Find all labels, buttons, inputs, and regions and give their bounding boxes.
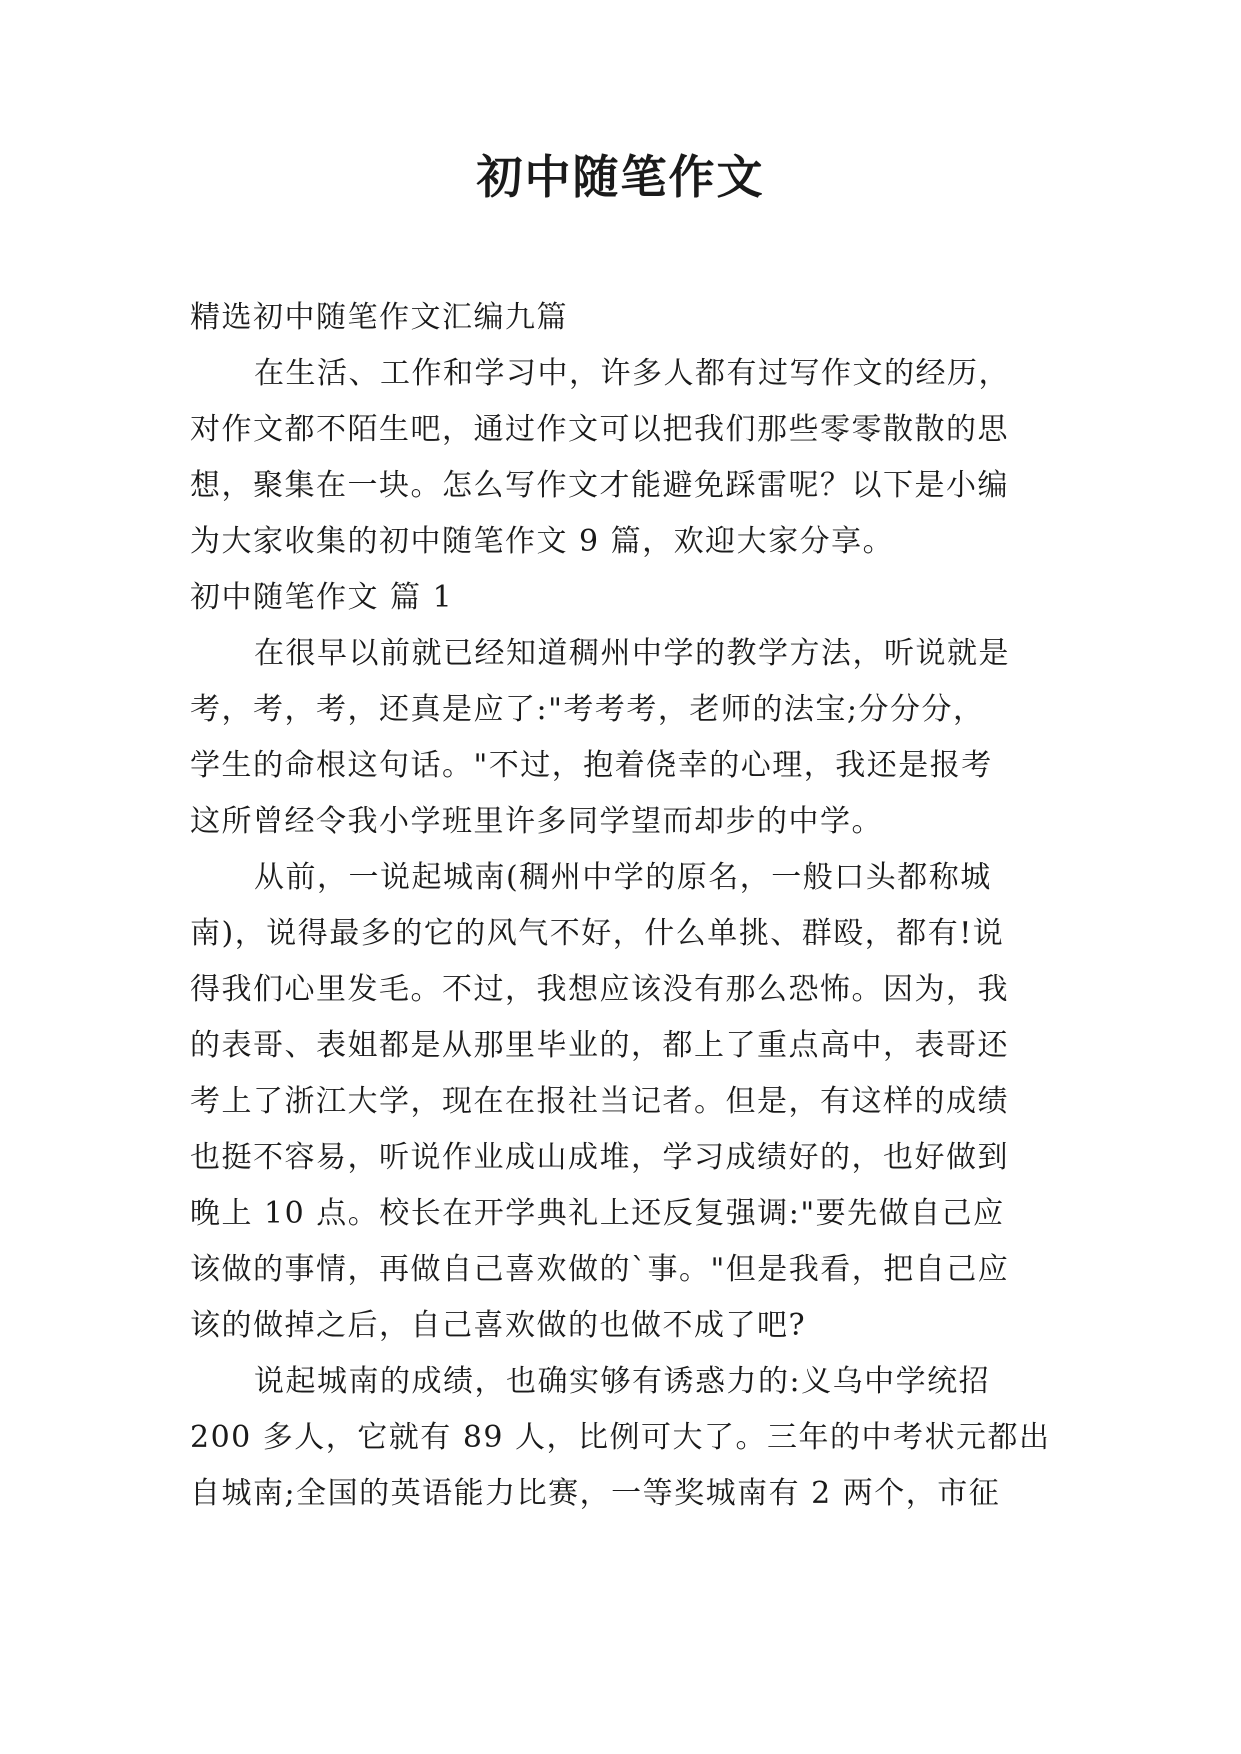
text-line: 在生活、工作和学习中，许多人都有过写作文的经历， — [254, 356, 1010, 391]
text-line: 晚上 10 点。校长在开学典礼上还反复强调:"要先做自己应 — [190, 1196, 1005, 1231]
section-heading: 初中随笔作文 篇 1 — [190, 580, 454, 615]
text-line: 说起城南的成绩，也确实够有诱惑力的:义乌中学统招 — [254, 1364, 991, 1399]
text-line: 该做的事情，再做自己喜欢做的`事。"但是我看，把自己应 — [190, 1252, 1010, 1287]
text-line: 对作文都不陌生吧，通过作文可以把我们那些零零散散的思 — [190, 412, 1009, 447]
text-line: 想，聚集在一块。怎么写作文才能避免踩雷呢？以下是小编 — [190, 468, 1009, 503]
text-line: 这所曾经令我小学班里许多同学望而却步的中学。 — [190, 804, 883, 839]
text-line: 在很早以前就已经知道稠州中学的教学方法，听说就是 — [254, 636, 1010, 671]
text-line: 南)，说得最多的它的风气不好，什么单挑、群殴，都有!说 — [190, 916, 1005, 951]
text-line: 为大家收集的初中随笔作文 9 篇，欢迎大家分享。 — [190, 524, 895, 559]
document-body — [190, 290, 1052, 1522]
text-line: 自城南;全国的英语能力比赛，一等奖城南有 2 两个，市征 — [190, 1476, 1001, 1511]
paragraph-2 — [190, 850, 1052, 1354]
document-title: 初中随笔作文 — [476, 150, 765, 204]
text-line: 得我们心里发毛。不过，我想应该没有那么恐怖。因为，我 — [190, 972, 1009, 1007]
paragraph-3 — [190, 1354, 1052, 1522]
text-line: 考，考，考，还真是应了:"考考考，老师的法宝;分分分， — [190, 692, 985, 727]
text-line: 的表哥、表姐都是从那里毕业的，都上了重点高中，表哥还 — [190, 1028, 1009, 1063]
text-line: 也挺不容易，听说作业成山成堆，学习成绩好的，也好做到 — [190, 1140, 1009, 1175]
text-line: 200 多人，它就有 89 人，比例可大了。三年的中考状元都出 — [190, 1420, 1051, 1455]
text-line: 考上了浙江大学，现在在报社当记者。但是，有这样的成绩 — [190, 1084, 1009, 1119]
paragraph-1 — [190, 626, 1052, 850]
intro-paragraph — [190, 346, 1052, 570]
text-line: 从前，一说起城南(稠州中学的原名，一般口头都称城 — [254, 860, 992, 895]
text-line: 学生的命根这句话。"不过，抱着侥幸的心理，我还是报考 — [190, 748, 993, 783]
document-subtitle: 精选初中随笔作文汇编九篇 — [190, 300, 568, 335]
text-line: 该的做掉之后，自己喜欢做的也做不成了吧? — [190, 1308, 807, 1343]
